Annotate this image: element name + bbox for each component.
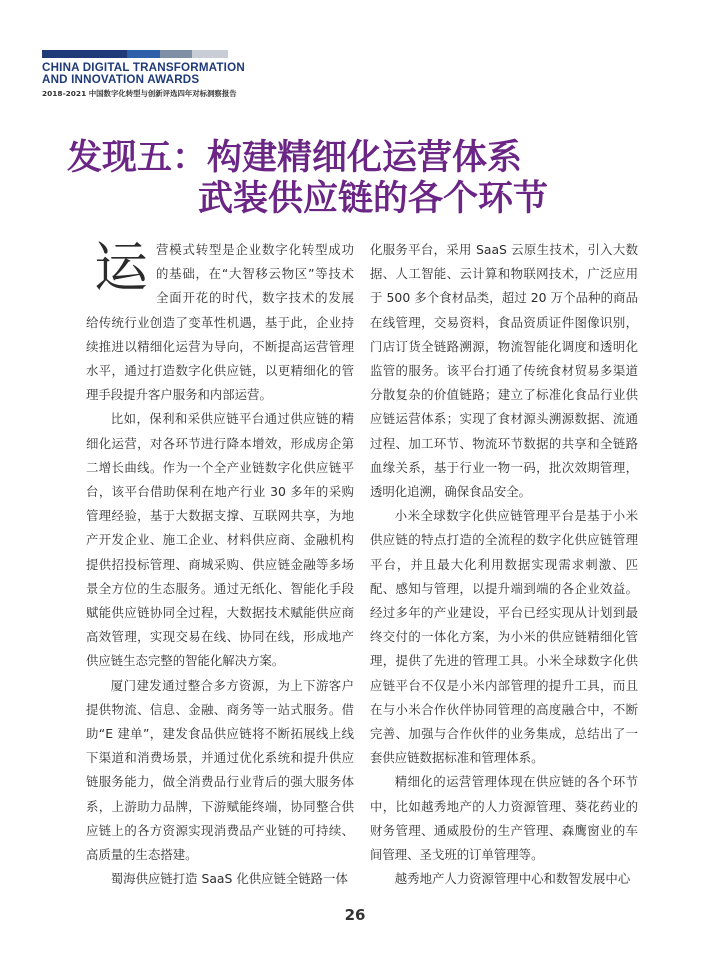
right-column	[370, 238, 638, 891]
left-paragraph-1-text: 营模式转型是企业数字化转型成功的基础，在“大智移云物区”等技术全面开花的时代，数字技术的发展给传统行业创造了变革性机遇，基于此，企业持续推进以精细化运营为导向，不断提高运营管理水平，通过打造数字化供应链，以更精细化的管理手段提升客户服务和内部运营。	[86, 242, 354, 403]
header-subtitle: 2018-2021 中国数字化转型与创新评选四年对标洞察报告	[42, 89, 237, 98]
header-title-line2: AND INNOVATION AWARDS	[42, 73, 200, 86]
left-paragraph-3: 厦门建发通过整合多方资源，为上下游客户提供物流、信息、金融、商务等一站式服务。借助“E 建单”，建发食品供应链将不断拓展线上线下渠道和消费场景，并通过优化系统和提升供应链服务能力，做全消费品行业背后的强大服务体系，上游助力品牌，下游赋能终端，协同整合供应链上的各方资源实现消费品产业链的可持续、高质量的生态搭建。	[86, 677, 354, 863]
header-title-line1: CHINA DIGITAL TRANSFORMATION	[42, 61, 245, 74]
left-paragraph-4: 蜀海供应链打造 SaaS 化供应链全链路一体	[110, 871, 348, 887]
drop-cap: 运	[94, 236, 148, 299]
right-paragraph-1: 化服务平台，采用 SaaS 云原生技术，引入大数据、人工智能、云计算和物联网技术，广泛应用于 500 多个食材品类，超过 20 万个品种的商品在线管理，交易资料，食品资质证件图像识别，门店订货全链路溯源，物流智能化调度和透明化监管的服务。该平台打通了传统食材贸易多渠道分散复杂的价值链路；建立了标准化食品行业供应链运营体系；实现了食材源头溯源数据、流通过程、加工环节、物流环节数据的共享和全链路血缘关系，基于行业一物一码，批次效期管理，透明化追溯，确保食品安全。	[370, 242, 638, 500]
header-bar-blue	[127, 50, 160, 58]
section-title-line1: 发现五：构建精细化运营体系	[67, 138, 523, 178]
header-color-bars	[42, 50, 228, 58]
left-paragraph-1	[86, 238, 354, 407]
left-paragraph-2: 比如，保利和采供应链平台通过供应链的精细化运营，对各环节进行降本增效，形成房企第二增长曲线。作为一个全产业链数字化供应链平台，该平台借助保利在地产行业 30 多年的采购管理经验，基于大数据支撑、互联网共享，为地产开发企业、施工企业、材料供应商、金融机构提供招投标管理、商城采购、供应链金融等多场景全方位的生态服务。通过无纸化、智能化手段赋能供应链协同全过程，大数据技术赋能供应商高效管理，实现交易在线、协同在线，形成地产供应链生态完整的智能化解决方案。	[86, 411, 354, 669]
header-bar-light	[192, 50, 228, 58]
right-paragraph-4: 越秀地产人力资源管理中心和数智发展中心	[394, 871, 631, 887]
right-paragraph-2: 小米全球数字化供应链管理平台是基于小米供应链的特点打造的全流程的数字化供应链管理平台，并且最大化利用数据实现需求刺激、匹配、感知与管理，以提升端到端的各企业效益。经过多年的产业建设，平台已经实现从计划到最终交付的一体化方案，为小米的供应链精细化管理，提供了先进的管理工具。小米全球数字化供应链平台不仅是小米内部管理的提升工具，而且在与小米合作伙伴协同管理的高度融合中，不断完善、加强与合作伙伴的业务集成，总结出了一套供应链数据标准和管理体系。	[370, 508, 638, 766]
header-title	[42, 62, 245, 86]
left-column	[86, 238, 354, 891]
right-paragraph-3: 精细化的运营管理体现在供应链的各个环节中，比如越秀地产的人力资源管理、葵花药业的财务管理、通威股份的生产管理、森鹰窗业的车间管理、圣戈班的订单管理等。	[370, 774, 638, 863]
header-bar-navy	[42, 50, 127, 58]
section-title-line2: 武装供应链的各个环节	[198, 179, 549, 219]
page-number: 26	[344, 906, 366, 924]
header-bar-gray	[160, 50, 192, 58]
